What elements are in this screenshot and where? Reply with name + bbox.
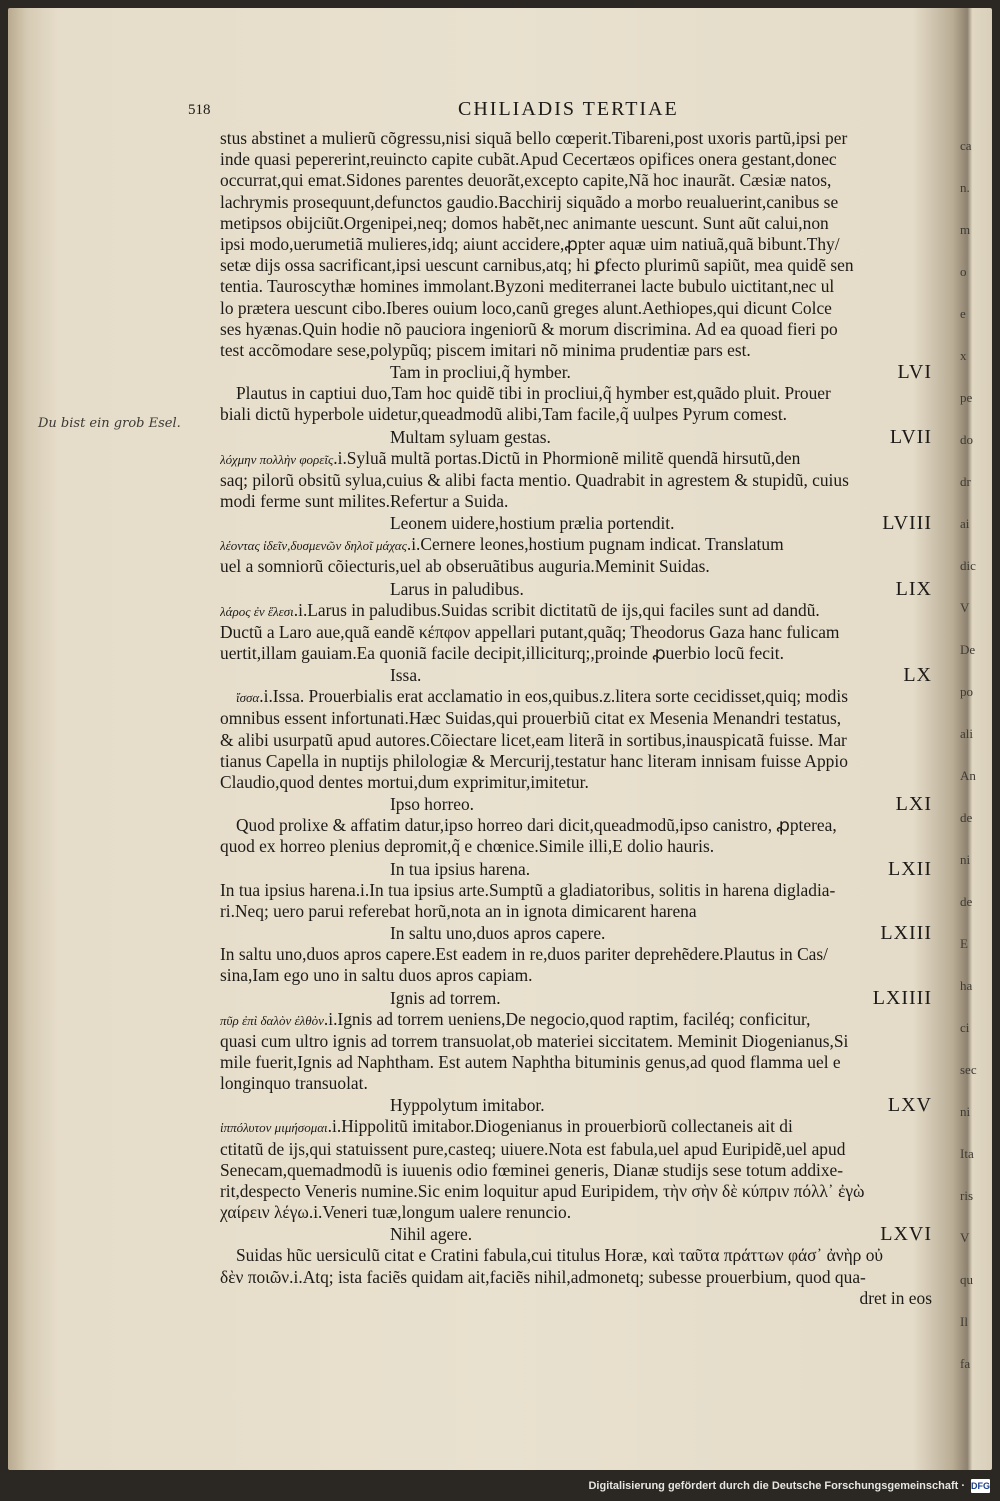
text-line xyxy=(220,708,932,729)
adage-title: In tua ipsius harena. xyxy=(390,858,531,879)
text-line xyxy=(220,772,932,793)
line-text: test accõmodare sese,polypũq; piscem imitari nõ minima prudentiæ pars est. xyxy=(220,340,751,361)
line-text: rit,despecto Veneris numine.Sic enim loquitur apud Euripidem, τὴν σὴν δὲ κύπριν πόλλ᾽ ἐγὼ xyxy=(220,1180,865,1201)
footer-bar xyxy=(590,1476,990,1496)
edge-fragment: x xyxy=(960,348,967,363)
adage-heading xyxy=(220,512,932,534)
edge-fragment: do xyxy=(960,432,973,447)
running-title: CHILIADIS TERTIAE xyxy=(458,98,679,120)
text-line xyxy=(220,686,932,708)
adage-heading xyxy=(220,793,932,815)
edge-fragment: qu xyxy=(960,1272,973,1287)
edge-fragment: fa xyxy=(960,1356,971,1371)
text-line xyxy=(220,751,932,772)
line-text: lo prætera uescunt cibo.Iberes ouium loco,canũ greges alunt.Aethiopes,qui dicunt Colce xyxy=(220,297,832,318)
adage-heading xyxy=(220,1094,932,1116)
text-line xyxy=(220,836,932,857)
greek-phrase: λέοντας ἰδεῖν,δυσμενῶν δηλοῖ μάχας xyxy=(220,538,407,554)
text-line xyxy=(220,470,932,491)
text-line xyxy=(220,298,932,319)
line-text: quasi cum ultro ignis ad torrem transuolat,ob materiei siccitatem. Meminit Diogenianus,Si xyxy=(220,1030,849,1051)
line-text: occurrat,qui emat.Sidones parentes deuorãt,excepto capite,Nã hoc inaurãt. Cæsiæ natos, xyxy=(220,170,832,191)
line-text: .i.Hippolitũ imitabor.Diogenianus in prouerbiorũ collectaneis ait di xyxy=(327,1116,793,1137)
adage-number: LXIIII xyxy=(872,986,932,1009)
line-text: omnibus essent infortunati.Hæc Suidas,qui prouerbiũ citat ex Mesenia Menandri testatus, xyxy=(220,708,842,729)
text-line xyxy=(220,643,932,664)
adage-heading xyxy=(220,1223,932,1245)
adage-number: LVI xyxy=(897,361,932,384)
dfg-logo: DFG xyxy=(971,1481,990,1491)
book-spread xyxy=(8,8,992,1470)
adage-number: LX xyxy=(903,664,932,687)
main-text-block xyxy=(220,128,932,1309)
adage-heading xyxy=(220,858,932,880)
edge-fragment: dic xyxy=(960,558,976,573)
line-text: In tua ipsius harena.i.In tua ipsius arte.Sumptũ a gladiatoribus, solitis in harena digladia- xyxy=(220,879,836,900)
adage-title: Tam in procliui,q̃ hymber. xyxy=(390,362,571,383)
edge-fragment: Ita xyxy=(960,1146,974,1161)
adage-title: In saltu uno,duos apros capere. xyxy=(390,923,606,944)
facing-page-edge xyxy=(960,108,994,1408)
adage-number: LVIII xyxy=(882,512,932,535)
line-text: uel a somniorũ cõiecturis,uel ab obseruãtibus auguria.Meminit Suidas. xyxy=(220,556,710,577)
adage-title: Multam syluam gestas. xyxy=(390,426,551,447)
edge-fragment: n. xyxy=(960,180,970,195)
line-text: δὲν ποιῶν.i.Atq; ista faciẽs quidam ait,faciẽs nihil,admonetq; subesse prouerbium, quod qua- xyxy=(220,1266,866,1287)
adage-heading xyxy=(220,987,932,1009)
edge-fragment: V xyxy=(960,1230,970,1245)
adage-heading xyxy=(220,922,932,944)
edge-fragment: Il xyxy=(960,1314,968,1329)
line-text: ctitatũ de ijs,qui statuissent pure,casteq; uiuere.Nota est fabula,uel apud Euripidẽ,uel apud xyxy=(220,1138,846,1159)
handwritten-margin-note: Du bist ein grob Esel. xyxy=(38,416,181,431)
text-line xyxy=(220,491,932,512)
text-line xyxy=(220,149,932,170)
adage-title: Nihil agere. xyxy=(390,1224,473,1245)
text-line xyxy=(220,319,932,340)
text-line xyxy=(220,556,932,577)
adage-heading xyxy=(220,664,932,686)
edge-fragment: de xyxy=(960,894,973,909)
text-line xyxy=(220,1052,932,1073)
text-line xyxy=(220,1245,932,1266)
adage-heading xyxy=(220,361,932,383)
edge-fragment: ca xyxy=(960,138,972,153)
edge-fragment: pe xyxy=(960,390,973,405)
text-line xyxy=(220,1031,932,1052)
adage-number: LIX xyxy=(895,577,932,600)
edge-fragment: ci xyxy=(960,1020,970,1035)
line-text: lachrymis prosequunt,defunctos gaudio.Bacchirij siquãdo a morbo reualuerint,canibus se xyxy=(220,191,839,212)
line-text: tentia. Tauroscythæ homines immolant.Byzoni mediterranei lacte bubulo uictitant,nec ul xyxy=(220,276,835,297)
edge-fragment: ni xyxy=(960,852,971,867)
edge-fragment: V xyxy=(960,600,970,615)
adage-title: Leonem uidere,hostium prælia portendit. xyxy=(390,513,675,534)
line-text: tianus Capella in nuptijs philologiæ & Mercurij,testatur hanc literam innisam fuisse Appio xyxy=(220,750,848,771)
adage-heading xyxy=(220,426,932,448)
line-text: metipsos obijciũt.Orgenipei,neq; domos habẽt,nec animante uescunt. Sunt aũt calui,non xyxy=(220,212,829,233)
edge-fragment: ai xyxy=(960,516,970,531)
line-text: uertit,illam gauiam.Ea quoniã facile decipit,illiciturq;,proinde ꝓuerbio locũ fecit. xyxy=(220,643,784,664)
line-text: mile fuerit,Ignis ad Naphtham. Est autem Naphtha bituminis genus,ad quod flamma uel e xyxy=(220,1051,841,1072)
adage-title: Issa. xyxy=(390,665,422,686)
adage-number: LXII xyxy=(888,857,932,880)
line-text: ipsi modo,uerumetiã mulieres,idq; aiunt accidere,ꝓpter aquæ uim natiuã,quã bibunt.Thy/ xyxy=(220,234,840,255)
greek-phrase: ἱππόλυτον μιμήσομαι xyxy=(220,1120,328,1136)
line-text: In saltu uno,duos apros capere.Est eadem in re,duos pariter deprehẽdere.Plautus in Cas/ xyxy=(220,944,829,965)
line-text: Claudio,quod dentes mortui,dum exprimitur,imitetur. xyxy=(220,772,589,793)
line-text: longinquo transuolat. xyxy=(220,1073,368,1094)
text-line xyxy=(220,1139,932,1160)
edge-fragment: m xyxy=(960,222,971,237)
text-line xyxy=(220,234,932,255)
edge-fragment: ni xyxy=(960,1104,971,1119)
adage-title: Hyppolytum imitabor. xyxy=(390,1095,545,1116)
text-line xyxy=(220,192,932,213)
greek-phrase: λάρος ἐν ἕλεσι xyxy=(220,603,294,619)
text-line xyxy=(220,730,932,751)
adage-title: Ignis ad torrem. xyxy=(390,987,501,1008)
line-text: .i.Cernere leones,hostium pugnam indicat. Translatum xyxy=(406,534,784,555)
line-text: modi ferme sunt milites.Refertur a Suida. xyxy=(220,491,509,512)
adage-number: LVII xyxy=(889,425,932,448)
text-line xyxy=(220,1160,932,1181)
running-head xyxy=(28,98,958,126)
line-text: Plautus in captiui duo,Tam hoc quidẽ tibi in procliui,q̃ hymber est,quãdo pluit. Prouer xyxy=(236,383,831,404)
adage-number: LXV xyxy=(887,1094,932,1117)
line-text: Senecam,quemadmodũ is iuuenis odio fœminei generis, Dianæ studijs sese totum addixe- xyxy=(220,1159,844,1180)
line-text: χαίρειν λέγω.i.Veneri tuæ,longum ualere renuncio. xyxy=(220,1202,572,1223)
line-text: Quod prolixe & affatim datur,ipso horreo dari dicit,queadmodũ,ipso canistro, ꝓpterea, xyxy=(236,815,837,836)
text-line xyxy=(220,170,932,191)
text-line xyxy=(220,965,932,986)
text-line xyxy=(220,600,932,622)
text-line xyxy=(220,213,932,234)
line-text: stus abstinet a mulierũ cõgressu,nisi siquã bello cœperit.Tibareni,post uxoris partũ,ipsi per xyxy=(220,128,848,148)
edge-fragment: po xyxy=(960,684,973,699)
line-text: ses hyænas.Quin hodie nõ pauciora ingeniorũ & morum discrimina. Ad ea quoad fieri po xyxy=(220,318,838,339)
text-line xyxy=(220,404,932,425)
line-text: quod ex horreo plenius depromit,q̃ e chœnice.Simile illi,E dolio hauris. xyxy=(220,836,715,857)
line-text: inde quasi pepererint,reuincto capite cubãt.Apud Cecertæos opifices onera gestant,donec xyxy=(220,149,837,170)
greek-phrase: λόχμην πολλὴν φορεῖς xyxy=(220,451,334,467)
text-line xyxy=(220,901,932,922)
text-line xyxy=(220,880,932,901)
text-line xyxy=(220,622,932,643)
text-line xyxy=(220,448,932,470)
line-text: .i.Issa. Prouerbialis erat acclamatio in eos,quibus.z.litera sorte cecidisset,quiq; modis xyxy=(259,686,848,707)
line-text: biali dictũ hyperbole uidetur,queadmodũ alibi,Tam facile,q̃ uulpes Pyrum comest. xyxy=(220,404,788,425)
text-line xyxy=(220,340,932,361)
text-line xyxy=(220,944,932,965)
text-line xyxy=(220,534,932,556)
text-line xyxy=(220,1116,932,1138)
adage-number: LXIII xyxy=(880,922,932,945)
text-line xyxy=(220,383,932,404)
edge-fragment: de xyxy=(960,810,973,825)
catchword: dret in eos xyxy=(859,1287,932,1308)
line-text: .i.Syluã multã portas.Dictũ in Phormionẽ militẽ quendã hirsutũ,den xyxy=(333,447,801,468)
text-line xyxy=(220,1202,932,1223)
edge-fragment: E xyxy=(960,936,968,951)
text-line xyxy=(220,1181,932,1202)
edge-fragment: ha xyxy=(960,978,973,993)
line-text: Suidas hũc uersiculũ citat e Cratini fabula,cui titulus Horæ, καὶ ταῦτα πράττων φάσ᾽ ἀνὴρ οὐ xyxy=(236,1245,884,1266)
edge-fragment: ris xyxy=(960,1188,973,1203)
text-line xyxy=(220,255,932,276)
text-line xyxy=(220,1009,932,1031)
funding-credit: Digitalisierung gefördert durch die Deutsche Forschungsgemeinschaft · xyxy=(588,1480,965,1492)
text-line xyxy=(220,276,932,297)
edge-fragment: An xyxy=(960,768,976,783)
greek-phrase: πῦρ ἐπὶ δαλὸν ἐλθὸν xyxy=(220,1012,324,1028)
edge-fragment: sec xyxy=(960,1062,977,1077)
line-text: Ductũ a Laro aue,quã eandẽ κέπφον appellari putant,quãq; Theodorus Gaza hanc fulicam xyxy=(220,621,840,642)
edge-fragment: o xyxy=(960,264,967,279)
line-text: saq; pilorũ obsitũ sylua,cuius & alibi facta mentio. Quadrabit in agrestem & stupidũ, cuius xyxy=(220,469,849,490)
line-text: sina,Iam ego uno in saltu duos apros capiam. xyxy=(220,965,533,986)
text-line xyxy=(220,1267,932,1288)
text-line xyxy=(220,815,932,836)
adage-number: LXI xyxy=(895,793,932,816)
edge-fragment: dr xyxy=(960,474,971,489)
line-text: & alibi usurpatũ apud autores.Cõiectare licet,eam literã in sortibus,inauspicatã fuisse. Mar xyxy=(220,729,847,750)
adage-heading xyxy=(220,578,932,600)
adage-title: Larus in paludibus. xyxy=(390,578,524,599)
adage-title: Ipso horreo. xyxy=(390,794,475,815)
text-line xyxy=(220,1073,932,1094)
adage-number: LXVI xyxy=(880,1223,932,1246)
edge-fragment: ali xyxy=(960,726,973,741)
text-line xyxy=(220,128,932,149)
line-text: .i.Ignis ad torrem ueniens,De negocio,quod raptim, faciléq; conficitur, xyxy=(323,1008,811,1029)
edge-fragment: De xyxy=(960,642,976,657)
greek-phrase: ἴσσα xyxy=(236,690,260,706)
line-text: ri.Neq; uero parui referebat horũ,nota an in ignota dimicarent harena xyxy=(220,900,697,921)
edge-fragment: e xyxy=(960,306,966,321)
page-number: 518 xyxy=(188,102,211,118)
line-text: .i.Larus in paludibus.Suidas scribit dictitatũ de ijs,qui faciles sunt ad dandũ. xyxy=(293,599,820,620)
line-text: setæ dijs ossa sacrificant,ipsi uescunt carnibus,atq; hi ꝑfecto plurimũ sapiũt, mea quidẽ sen xyxy=(220,255,854,276)
book-page xyxy=(28,8,958,1470)
